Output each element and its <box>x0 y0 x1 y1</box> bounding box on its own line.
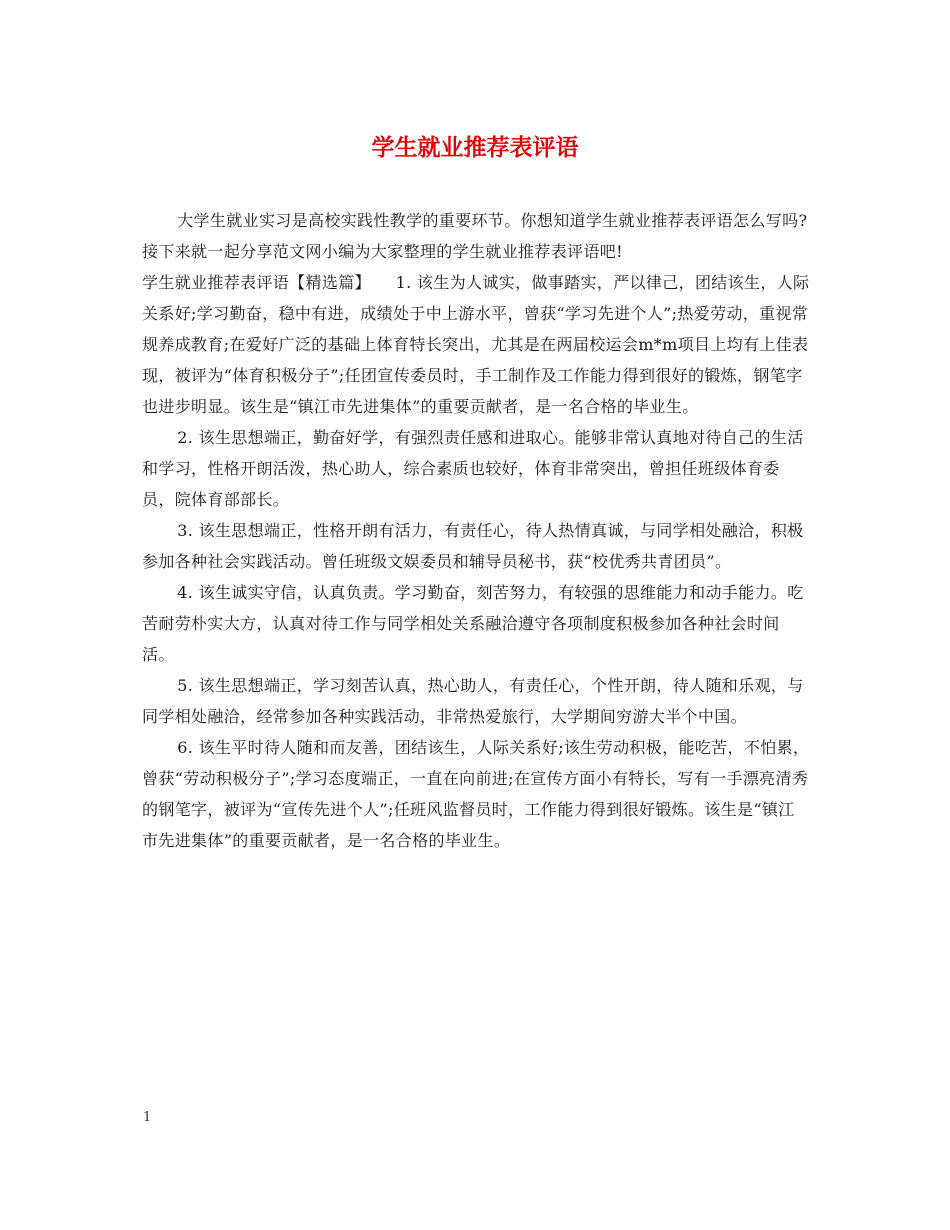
paragraph-5: 5. 该生思想端正，学习刻苦认真，热心助人，有责任心，个性开朗，待人随和乐观，与同学相处融洽，经常参加各种实践活动，非常热爱旅行，大学期间穷游大半个中国。 <box>142 676 804 726</box>
paragraph-intro: 大学生就业实习是高校实践性教学的重要环节。你想知道学生就业推荐表评语怎么写吗?接下来就一起分享范文网小编为大家整理的学生就业推荐表评语吧! <box>142 211 808 261</box>
paragraph-3: 3. 该生思想端正，性格开朗有活力，有责任心，待人热情真诚，与同学相处融洽，积极参加各种社会实践活动。曾任班级文娱委员和辅导员秘书，获“校优秀共青团员”。 <box>142 521 804 571</box>
paragraph-6: 6. 该生平时待人随和而友善，团结该生，人际关系好;该生劳动积极，能吃苦，不怕累，曾获“劳动积极分子”;学习态度端正，一直在向前进;在宣传方面小有特长，写有一手漂亮清秀的钢笔字，被评为“宣传先进个人”;任班风监督员时，工作能力得到很好锻炼。该生是“镇江市先进集体”的重要贡献者，是一名合格的毕业生。 <box>142 738 810 850</box>
page-number: 1 <box>143 1110 152 1125</box>
paragraph-4: 4. 该生诚实守信，认真负责。学习勤奋，刻苦努力，有较强的思维能力和动手能力。吃苦耐劳朴实大方，认真对待工作与同学相处关系融洽遵守各项制度积极参加各种社会时间活。 <box>142 583 804 664</box>
paragraph-2: 2. 该生思想端正，勤奋好学，有强烈责任感和进取心。能够非常认真地对待自己的生活和学习，性格开朗活泼，热心助人，综合素质也较好，体育非常突出，曾担任班级体育委员，院体育部部长。 <box>142 428 804 509</box>
paragraph-1: 学生就业推荐表评语【精选篇】 1. 该生为人诚实，做事踏实，严以律己，团结该生，人际关系好;学习勤奋，稳中有进，成绩处于中上游水平，曾获“学习先进个人”;热爱劳动，重视常规养成教育;在爱好广泛的基础上体育特长突出，尤其是在两届校运会m*m项目上均有上佳表现，被评为“体育积极分子”;任团宣传委员时，手工制作及工作能力得到很好的锻炼，钢笔字也进步明显。该生是“镇江市先进集体”的重要贡献者，是一名合格的毕业生。 <box>142 273 810 416</box>
document-body <box>142 205 810 856</box>
document-title: 学生就业推荐表评语 <box>371 135 579 161</box>
